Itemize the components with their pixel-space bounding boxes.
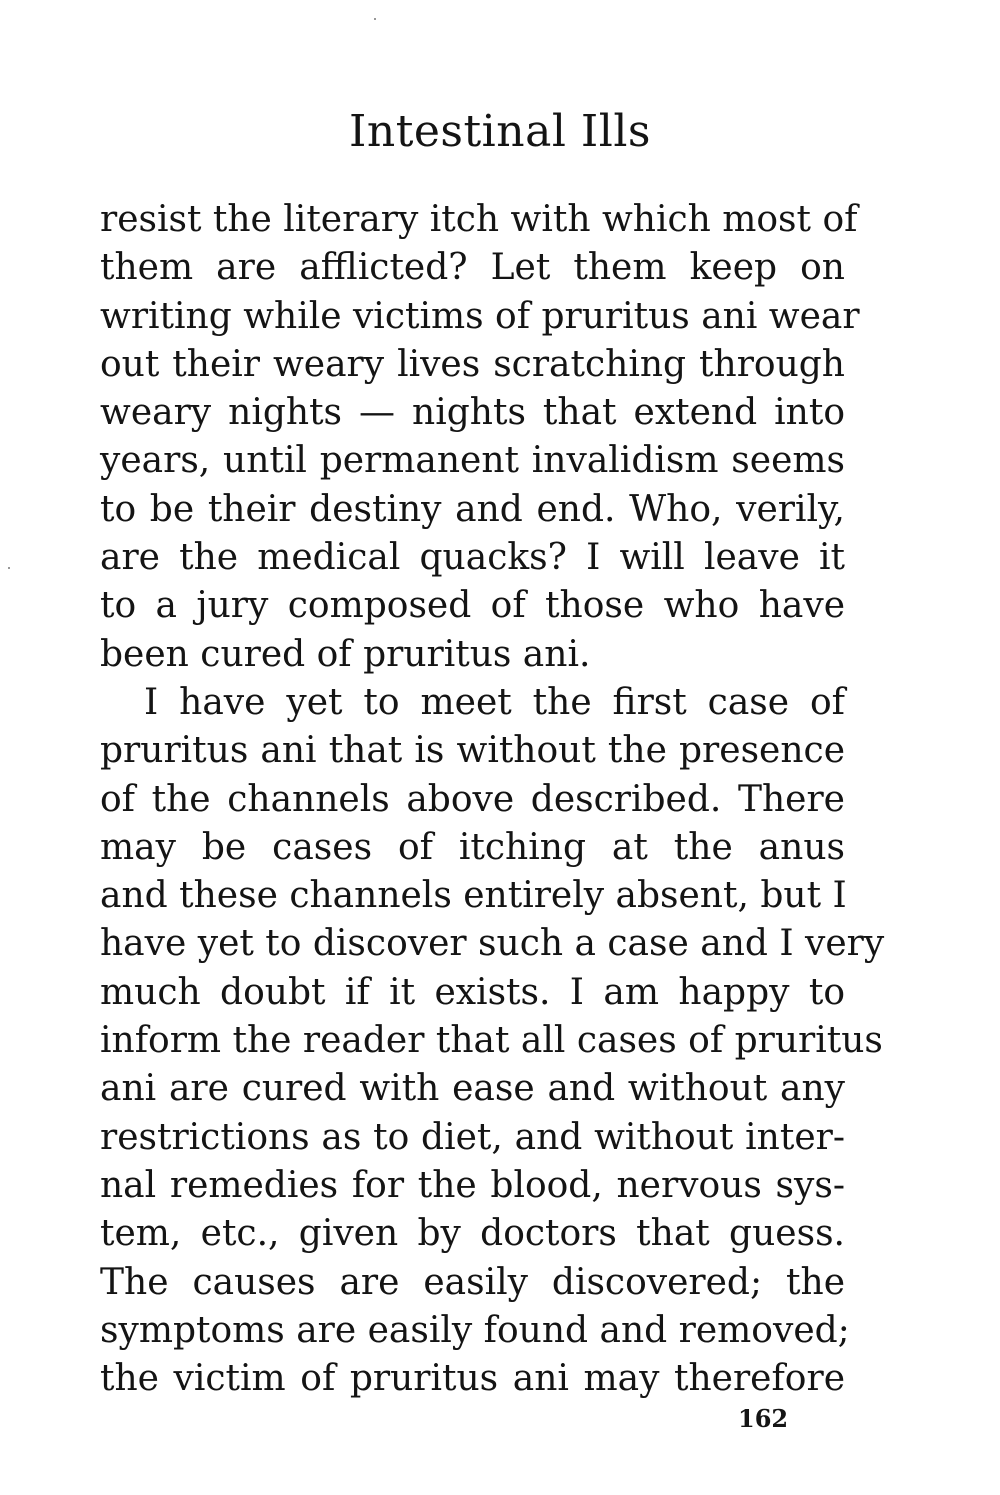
paragraph — [100, 679, 885, 1403]
text-line: been cured of pruritus ani. — [100, 633, 591, 675]
text-line: the victim of pruritus ani may therefore — [100, 1358, 845, 1400]
text-line: symptoms are easily found and removed; — [100, 1309, 850, 1351]
body-text — [100, 196, 885, 1403]
text-line: ani are cured with ease and without any — [100, 1068, 845, 1110]
text-line: resist the literary itch with which most of — [100, 199, 858, 240]
text-line: them are afflicted? Let them keep on — [100, 247, 845, 289]
text-line: writing while victims of pruritus ani wear — [100, 295, 860, 337]
scan-speck — [8, 567, 10, 569]
text-line: restrictions as to diet, and without inter- — [100, 1116, 845, 1158]
text-line: The causes are easily discovered; the — [100, 1261, 845, 1303]
text-line: inform the reader that all cases of pruritus — [100, 1020, 883, 1062]
text-line: years, until permanent invalidism seems — [100, 440, 845, 482]
text-line: weary nights — nights that extend into — [100, 392, 845, 434]
text-line: much doubt if it exists. I am happy to — [100, 971, 845, 1013]
scan-speck — [374, 18, 376, 20]
text-line: to be their destiny and end. Who, verily, — [100, 488, 845, 530]
text-line: are the medical quacks? I will leave it — [100, 537, 845, 579]
running-head: Intestinal Ills — [348, 106, 651, 157]
text-line: I have yet to meet the first case of — [144, 681, 845, 723]
page-number: 162 — [738, 1404, 789, 1433]
text-line: nal remedies for the blood, nervous sys- — [100, 1164, 845, 1206]
text-line: and these channels entirely absent, but I — [100, 875, 847, 917]
text-line: may be cases of itching at the anus — [100, 826, 845, 868]
text-line: have yet to discover such a case and I very — [100, 923, 885, 965]
text-line: of the channels above described. There — [100, 778, 845, 820]
text-line: tem, etc., given by doctors that guess. — [100, 1213, 845, 1255]
text-line: out their weary lives scratching through — [100, 343, 845, 385]
text-line: to a jury composed of those who have — [100, 585, 845, 627]
text-line: pruritus ani that is without the presence — [100, 730, 845, 772]
paragraph — [100, 196, 860, 679]
